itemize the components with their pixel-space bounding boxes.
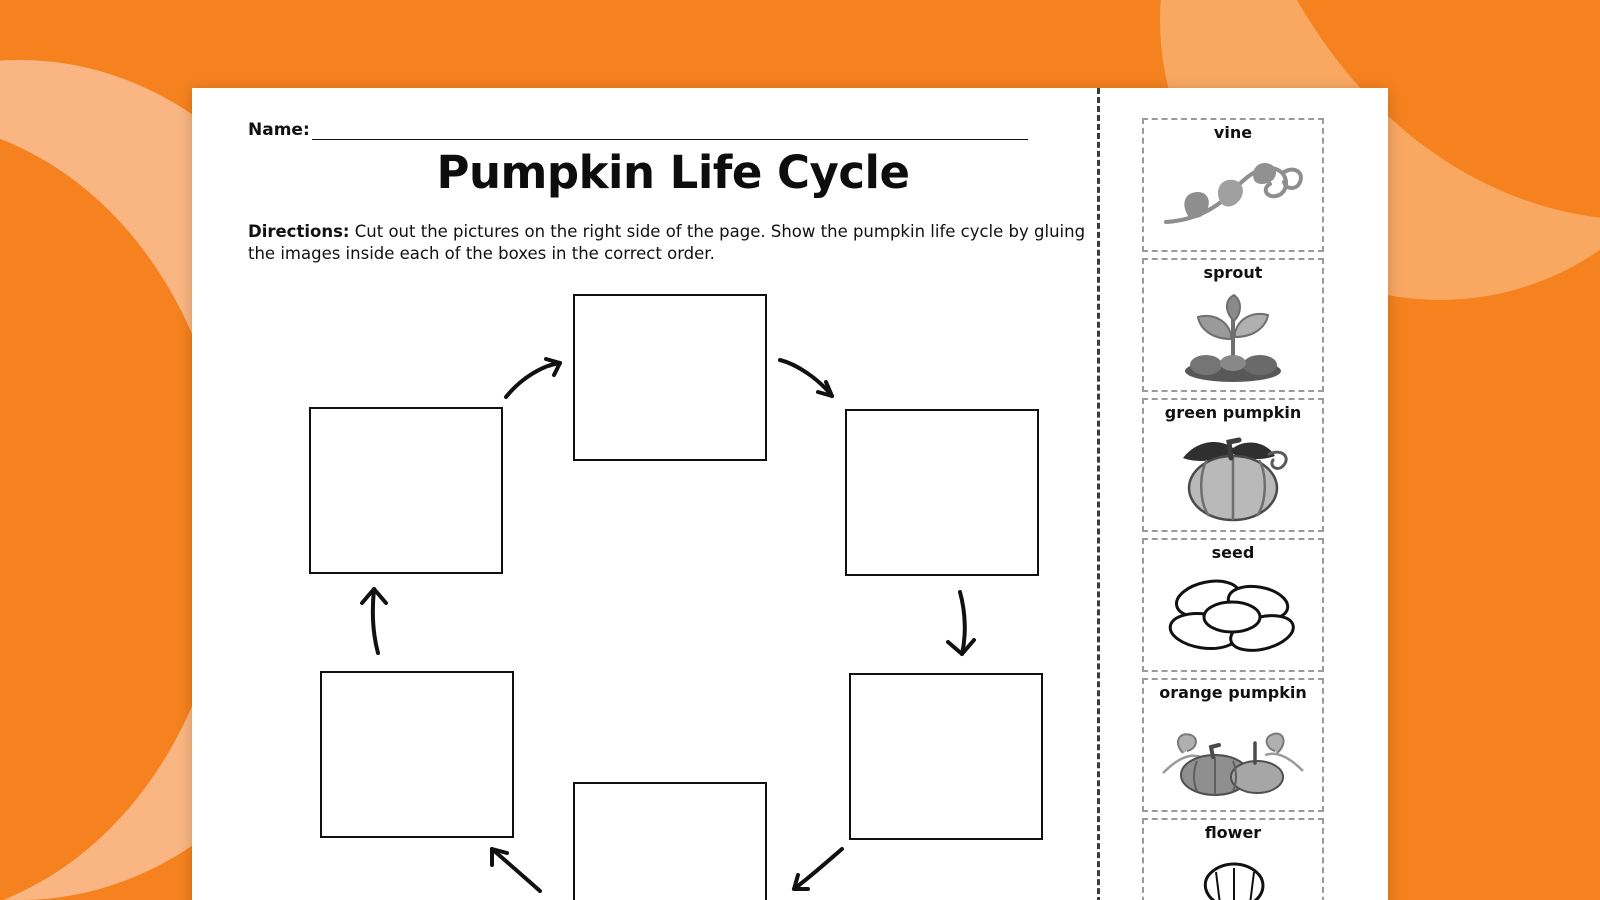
name-write-line[interactable] — [312, 125, 1028, 140]
cutout-label-sprout: sprout — [1203, 263, 1263, 282]
cutout-card-orange-pumpkin[interactable] — [1142, 678, 1324, 812]
flower-icon — [1144, 842, 1322, 900]
cycle-box-upper-left[interactable] — [309, 407, 503, 574]
directions-label: Directions: — [248, 222, 350, 241]
name-field-row — [248, 120, 1028, 140]
cutout-label-flower: flower — [1204, 823, 1262, 842]
arrow-top-to-upper-right — [774, 352, 844, 402]
cutout-strip — [1142, 118, 1324, 900]
page-title: Pumpkin Life Cycle — [436, 146, 910, 199]
cutout-label-green-pumpkin: green pumpkin — [1164, 403, 1302, 422]
sprout-icon — [1144, 282, 1322, 390]
cycle-box-upper-right[interactable] — [845, 409, 1039, 576]
arrow-upper-left-to-top — [502, 353, 572, 403]
arrow-bottom-to-lower-left — [482, 843, 552, 898]
cut-separator-line — [1097, 88, 1100, 900]
directions-body: Cut out the pictures on the right side of the page. Show the pumpkin life cycle by gluing the images inside each of the boxes in the correct order. — [248, 222, 1086, 264]
cutout-card-vine[interactable] — [1142, 118, 1324, 252]
cycle-box-lower-right[interactable] — [849, 673, 1043, 840]
arrow-lower-right-to-bottom — [782, 843, 852, 898]
name-label: Name: — [248, 120, 310, 140]
cutout-label-orange-pumpkin: orange pumpkin — [1159, 683, 1307, 702]
orange-pumpkin-icon — [1144, 702, 1322, 810]
cutout-card-flower[interactable] — [1142, 818, 1324, 900]
arrow-lower-left-to-upper-left — [352, 583, 402, 658]
cycle-box-bottom[interactable] — [573, 782, 767, 900]
cycle-box-lower-left[interactable] — [320, 671, 514, 838]
arrow-upper-right-to-lower-right — [940, 588, 990, 663]
green-pumpkin-icon — [1144, 422, 1322, 530]
seed-icon — [1144, 562, 1322, 670]
cutout-card-green-pumpkin[interactable] — [1142, 398, 1324, 532]
cutout-card-sprout[interactable] — [1142, 258, 1324, 392]
cycle-box-top[interactable] — [573, 294, 767, 461]
cutout-label-vine: vine — [1213, 123, 1253, 142]
worksheet-page — [192, 88, 1388, 900]
vine-icon — [1144, 142, 1322, 250]
cutout-card-seed[interactable] — [1142, 538, 1324, 672]
directions-text — [248, 221, 1088, 266]
cutout-label-seed: seed — [1211, 543, 1255, 562]
